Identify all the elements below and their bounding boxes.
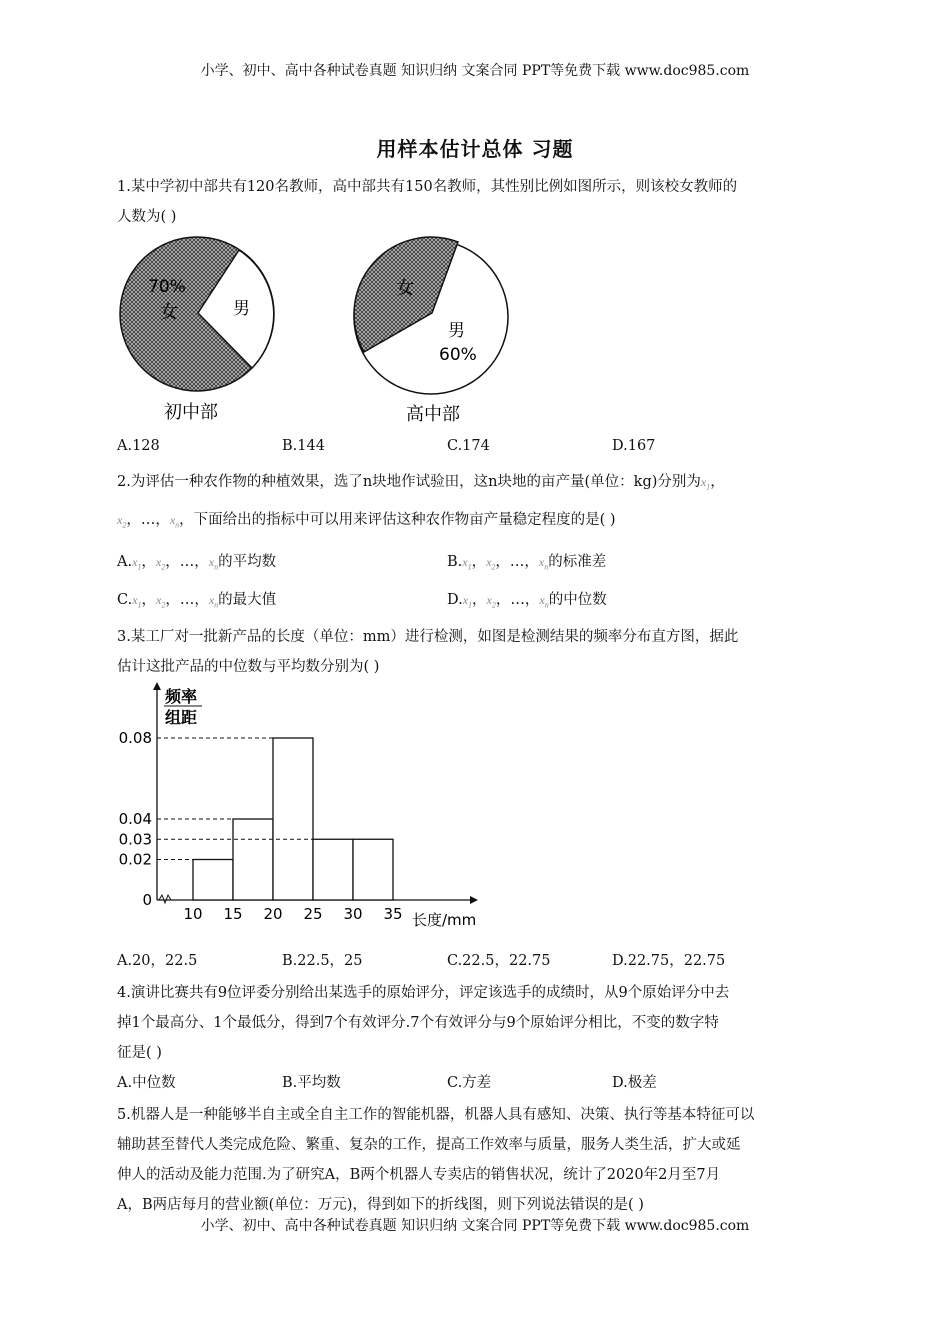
q4-option-b: B.平均数 xyxy=(282,1075,341,1091)
q4-text: 掉1个最高分、1个最低分，得到7个有效评分.7个有效评分与9个原始评分相比，不变的数字特 xyxy=(117,1015,719,1031)
option-letter: C. xyxy=(117,592,133,608)
y-tick-label: 0 xyxy=(142,891,152,909)
option-letter: A. xyxy=(117,554,133,570)
pie-caption: 高中部 xyxy=(406,404,460,425)
histogram-bar xyxy=(273,738,313,900)
q4-option-a: A.中位数 xyxy=(117,1075,176,1091)
pie-label-female: 女 xyxy=(396,278,414,299)
y-label-numerator: 频率 xyxy=(165,687,198,706)
q1-option-d: D.167 xyxy=(612,438,656,454)
q1-option-c: C.174 xyxy=(447,438,490,454)
q2-text-2: ，下面给出的指标中可以用来评估这种农作物亩产量稳定程度的是( ) xyxy=(179,512,616,528)
x-axis-label: 长度/mm xyxy=(412,911,477,929)
axis-break xyxy=(159,895,171,903)
option-text: 的最大值 xyxy=(218,592,277,608)
page-footer: 小学、初中、高中各种试卷真题 知识归纳 文案合同 PPT等免费下载 www.doc985.com xyxy=(200,1218,750,1234)
y-label-denominator: 组距 xyxy=(165,708,198,727)
q4-text: 征是( ) xyxy=(117,1045,162,1061)
q1-option-b: B.144 xyxy=(282,438,325,454)
q1-option-a: A.128 xyxy=(117,438,160,454)
q2-option-d: $D.x_1$，$x_2$，…，$x_n$的中位数 xyxy=(447,592,607,610)
x-axis-arrow xyxy=(470,896,478,904)
x-tick-label: 10 xyxy=(183,905,203,923)
q2-text-1: 2.为评估一种农作物的种植效果，选了n块地作试验田，这n块地的亩产量(单位：kg)分别为 xyxy=(117,474,701,490)
x-tick-label: 35 xyxy=(383,905,403,923)
q2-option-b: $B.x_1$，$x_2$，…，$x_n$的标准差 xyxy=(447,554,607,572)
histogram-bar xyxy=(193,860,233,901)
q5-text: A，B两店每月的营业额(单位：万元)，得到如下的折线图，则下列说法错误的是( ) xyxy=(117,1197,644,1213)
pie-junior xyxy=(120,237,274,423)
pie-label-female: 女 xyxy=(160,302,178,323)
y-tick-label: 0.03 xyxy=(118,830,152,849)
option-letter: D. xyxy=(447,592,463,608)
q3-option-a: A.20，22.5 xyxy=(117,953,198,969)
page-title: 用样本估计总体 习题 xyxy=(376,137,574,161)
q3-text: 估计这批产品的中位数与平均数分别为( ) xyxy=(117,659,380,675)
q5-text: 5.机器人是一种能够半自主或全自主工作的智能机器，机器人具有感知、决策、执行等基本特征可以 xyxy=(117,1107,755,1123)
option-text: 的标准差 xyxy=(548,554,607,570)
q2-text: $x_2$，…，$x_n$，下面给出的指标中可以用来评估这种农作物亩产量稳定程度的是( ) xyxy=(117,512,616,530)
pie-label-male: 男 xyxy=(233,299,250,319)
pie-senior xyxy=(354,237,508,425)
pie-label-pct: 60% xyxy=(439,345,477,365)
option-text: 的平均数 xyxy=(218,554,277,570)
y-tick-label: 0.02 xyxy=(118,850,152,869)
option-letter: B. xyxy=(447,554,463,570)
q2-option-c: $C.x_1$，$x_2$，…，$x_n$的最大值 xyxy=(117,592,277,610)
q2-text: 2.为评估一种农作物的种植效果，选了n块地作试验田，这n块地的亩产量(单位：kg)分别为$x_1$， xyxy=(117,474,725,492)
q3-option-c: C.22.5，22.75 xyxy=(447,953,551,969)
x-tick-label: 25 xyxy=(303,905,323,923)
q1-text: 人数为( ) xyxy=(117,209,177,225)
q3-text: 3.某工厂对一批新产品的长度（单位：mm）进行检测，如图是检测结果的频率分布直方图，据此 xyxy=(117,629,739,645)
x-tick-label: 20 xyxy=(263,905,283,923)
pie-caption: 初中部 xyxy=(164,402,218,423)
y-axis-arrow xyxy=(153,682,161,690)
q5-text: 辅助甚至替代人类完成危险、繁重、复杂的工作，提高工作效率与质量，服务人类生活，扩大或延 xyxy=(117,1137,741,1153)
q3-option-b: B.22.5，25 xyxy=(282,953,363,969)
histogram xyxy=(100,680,500,935)
option-text: 的中位数 xyxy=(548,592,607,608)
q2-option-a: $A.x_1$，$x_2$，…，$x_n$的平均数 xyxy=(117,554,277,572)
histogram-bar xyxy=(233,819,273,900)
q4-option-d: D.极差 xyxy=(612,1075,657,1091)
pie-label-pct: 70% xyxy=(148,277,186,297)
q1-text: 1.某中学初中部共有120名教师，高中部共有150名教师，其性别比例如图所示，则该校女教师的 xyxy=(117,179,738,195)
histogram-bar xyxy=(313,839,353,900)
x-tick-label: 15 xyxy=(223,905,243,923)
histogram-bar xyxy=(353,839,393,900)
page-header: 小学、初中、高中各种试卷真题 知识归纳 文案合同 PPT等免费下载 www.doc985.com xyxy=(200,63,750,79)
q4-text: 4.演讲比赛共有9位评委分别给出某选手的原始评分，评定该选手的成绩时，从9个原始评分中去 xyxy=(117,985,730,1001)
x-tick-label: 30 xyxy=(343,905,363,923)
q4-option-c: C.方差 xyxy=(447,1075,492,1091)
q3-option-d: D.22.75，22.75 xyxy=(612,953,726,969)
q5-text: 伸人的活动及能力范围.为了研究A，B两个机器人专卖店的销售状况，统计了2020年2月至7月 xyxy=(117,1167,721,1183)
y-tick-label: 0.04 xyxy=(118,810,152,828)
pie-charts xyxy=(100,230,520,430)
y-tick-label: 0.08 xyxy=(118,729,152,747)
pie-label-male: 男 xyxy=(448,321,465,341)
